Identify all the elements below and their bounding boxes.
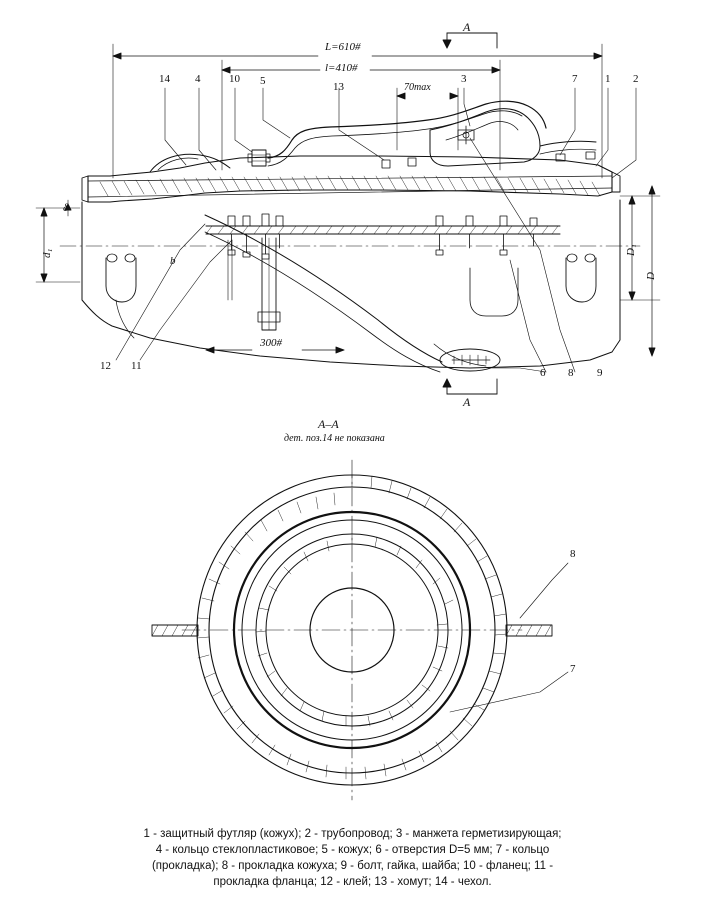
callout-12: 12	[100, 360, 111, 372]
dim-D-label: D	[645, 272, 657, 280]
section-mark-bottom: A	[463, 395, 471, 409]
cone-upper	[205, 215, 442, 362]
callout-9: 9	[597, 367, 603, 379]
section-mark-top: A	[463, 20, 471, 34]
caption-line-1: 1 - защитный футляр (кожух); 2 - трубопровод; 3 - манжета герметизирующая;	[143, 828, 562, 840]
dim-l-label: l=410#	[325, 62, 358, 74]
casing-outline	[88, 156, 612, 202]
callout-3: 3	[461, 73, 467, 85]
dim-300-label: 300#	[260, 337, 282, 349]
leader-lines-top	[165, 88, 636, 178]
right-hanger	[566, 258, 596, 302]
caption-line-4: прокладка фланца; 12 - клей; 13 - хомут; 14 - чехол.	[213, 876, 492, 888]
caption-line-2: 4 - кольцо стеклопластиковое; 5 - кожух; 6 - отверстия D=5 мм; 7 - кольцо	[155, 844, 550, 856]
callout-section-8: 8	[570, 548, 576, 560]
callout-8: 8	[568, 367, 574, 379]
dim-D1-label: D₁	[625, 244, 637, 256]
cover-14	[150, 154, 230, 172]
callout-7: 7	[572, 73, 578, 85]
callout-section-7: 7	[570, 663, 576, 675]
callout-5: 5	[260, 75, 266, 87]
pipe-body-outline	[82, 200, 620, 368]
caption-line-3: (прокладка); 8 - прокладка кожуха; 9 - болт, гайка, шайба; 10 - фланец; 11 -	[151, 860, 554, 872]
dim-b-label: b	[170, 255, 176, 267]
left-hanger	[106, 258, 136, 302]
callout-6: 6	[540, 367, 546, 379]
dim-d1-label: d₁	[41, 248, 53, 258]
callout-1: 1	[605, 73, 611, 85]
callout-14: 14	[159, 73, 170, 85]
dim-L-label: L=610#	[325, 41, 361, 53]
callout-11: 11	[131, 360, 142, 372]
section-aa	[152, 460, 568, 800]
callout-10: 10	[229, 73, 240, 85]
figure-caption	[60, 826, 645, 890]
callout-2: 2	[633, 73, 639, 85]
dim-70max-label: 70max	[404, 82, 431, 93]
dim-delta-label: δ	[63, 202, 69, 214]
callout-4: 4	[195, 73, 201, 85]
kozhuh-5	[268, 101, 546, 158]
callout-13: 13	[333, 81, 344, 93]
opening-6-region	[470, 268, 518, 316]
section-title: A–A	[318, 417, 339, 431]
bolt-row	[228, 214, 537, 259]
section-note: дет. поз.14 не показана	[284, 433, 385, 444]
